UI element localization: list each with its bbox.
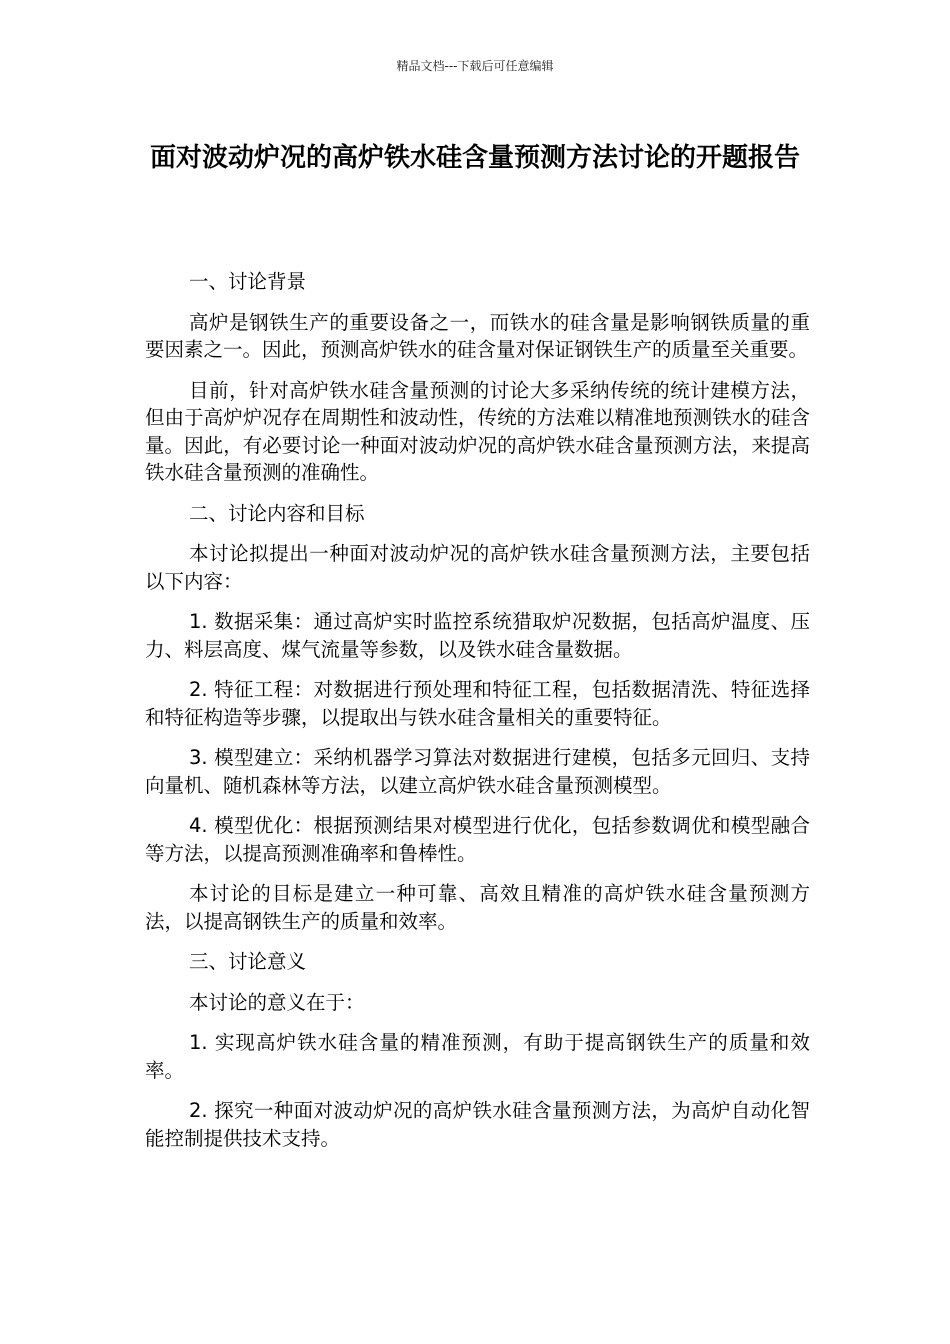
- paragraph: 本讨论的目标是建立一种可靠、高效且精准的高炉铁水硅含量预测方法，以提高钢铁生产的质量和效率。: [145, 882, 810, 933]
- list-item: 2. 特征工程：对数据进行预处理和特征工程，包括数据清洗、特征选择和特征构造等步骤，以提取出与铁水硅含量相关的重要特征。: [145, 678, 810, 729]
- document-title: 面对波动炉况的高炉铁水硅含量预测方法讨论的开题报告: [149, 143, 800, 173]
- paragraph: 本讨论拟提出一种面对波动炉况的高炉铁水硅含量预测方法，主要包括以下内容：: [145, 542, 810, 593]
- list-item: 4. 模型优化：根据预测结果对模型进行优化，包括参数调优和模型融合等方法，以提高预测准确率和鲁棒性。: [145, 814, 810, 865]
- section-heading-content: 二、讨论内容和目标: [189, 501, 365, 525]
- list-item: 3. 模型建立：采纳机器学习算法对数据进行建模，包括多元回归、支持向量机、随机森林等方法，以建立高炉铁水硅含量预测模型。: [145, 746, 810, 797]
- header-note: 精品文档---下载后可任意编辑: [396, 59, 554, 73]
- paragraph: 目前，针对高炉铁水硅含量预测的讨论大多采纳传统的统计建模方法，但由于高炉炉况存在周期性和波动性，传统的方法难以精准地预测铁水的硅含量。因此，有必要讨论一种面对波动炉况的高炉铁水硅含量预测方法，来提高铁水硅含量预测的准确性。: [145, 378, 810, 484]
- paragraph: 高炉是钢铁生产的重要设备之一，而铁水的硅含量是影响钢铁质量的重要因素之一。因此，预测高炉铁水的硅含量对保证钢铁生产的质量至关重要。: [145, 310, 810, 361]
- list-item: 1. 实现高炉铁水硅含量的精准预测，有助于提高钢铁生产的质量和效率。: [145, 1031, 810, 1082]
- section-heading-background: 一、讨论背景: [189, 270, 307, 293]
- paragraph: 本讨论的意义在于：: [189, 990, 365, 1014]
- section-heading-significance: 三、讨论意义: [189, 950, 307, 973]
- document-body: [145, 268, 810, 1165]
- list-item: 1. 数据采集：通过高炉实时监控系统猎取炉况数据，包括高炉温度、压力、料层高度、煤气流量等参数，以及铁水硅含量数据。: [145, 610, 810, 661]
- list-item: 2. 探究一种面对波动炉况的高炉铁水硅含量预测方法，为高炉自动化智能控制提供技术支持。: [145, 1099, 810, 1150]
